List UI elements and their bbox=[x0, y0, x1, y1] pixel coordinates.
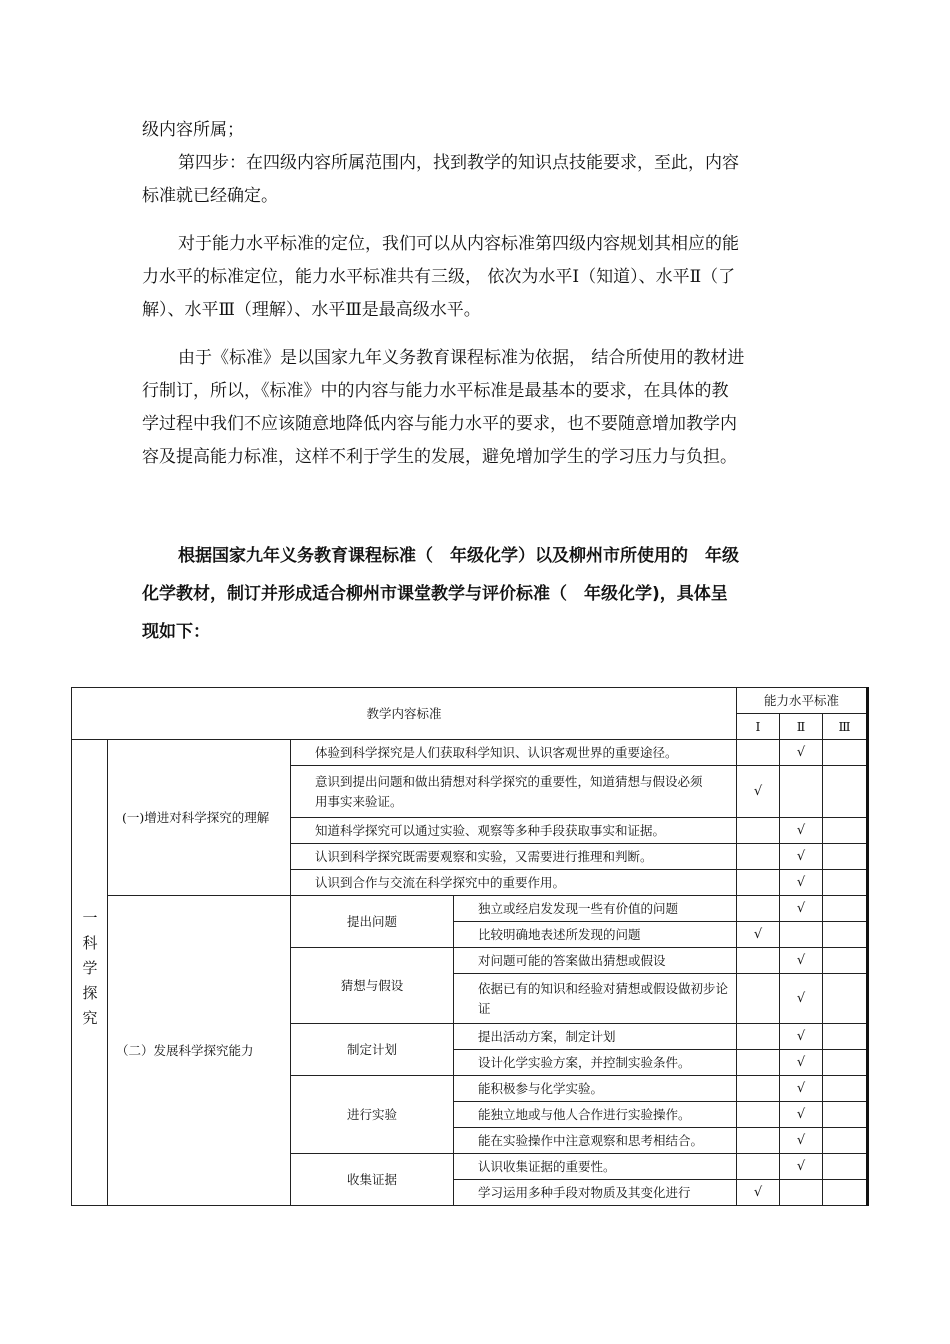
content-item: 体验到科学探究是人们获取科学知识、认识客观世界的重要途径。 bbox=[291, 740, 737, 766]
check-mark: √ bbox=[796, 1106, 806, 1122]
check-mark: √ bbox=[796, 848, 806, 864]
level-3-cell bbox=[823, 1102, 868, 1128]
check-mark: √ bbox=[796, 1080, 806, 1096]
header-level-2: Ⅱ bbox=[780, 714, 823, 740]
text-line: 力水平的标准定位，能力水平标准共有三级， 依次为水平Ⅰ（知道）、水平Ⅱ（了 bbox=[142, 267, 736, 287]
section-cell bbox=[72, 740, 108, 1206]
level-3-cell bbox=[823, 1050, 868, 1076]
level-1-cell bbox=[737, 818, 780, 844]
check-mark: √ bbox=[753, 783, 763, 799]
text-line: 第四步：在四级内容所属范围内，找到教学的知识点技能要求，至此，内容 bbox=[178, 153, 739, 173]
check-mark: √ bbox=[796, 744, 806, 760]
header-ability-standard: 能力水平标准 bbox=[737, 688, 868, 714]
check-mark: √ bbox=[753, 1184, 763, 1200]
level-3-cell bbox=[823, 870, 868, 896]
level-3-cell bbox=[823, 844, 868, 870]
level-2-cell bbox=[780, 1128, 823, 1154]
content-item: 意识到提出问题和做出猜想对科学探究的重要性，知道猜想与假设必须用事实来验证。 bbox=[291, 766, 737, 818]
level-1-cell bbox=[737, 1102, 780, 1128]
level-2-cell bbox=[780, 1076, 823, 1102]
text-line: 行制订，所以，《标准》中的内容与能力水平标准是最基本的要求，在具体的教 bbox=[142, 381, 729, 401]
level-2-cell bbox=[780, 1024, 823, 1050]
intro-line: 根据国家九年义务教育课程标准（ 年级化学）以及柳州市所使用的 年级 bbox=[178, 546, 739, 566]
text-line: 由于《标准》是以国家九年义务教育课程标准为依据， 结合所使用的教材进 bbox=[178, 348, 745, 368]
check-mark: √ bbox=[796, 952, 806, 968]
level-2-cell bbox=[780, 922, 823, 948]
header-level-1: Ⅰ bbox=[737, 714, 780, 740]
level-2-cell bbox=[780, 1180, 823, 1206]
text-line: 对于能力水平标准的定位，我们可以从内容标准第四级内容规划其相应的能 bbox=[178, 234, 739, 254]
level-2-cell bbox=[780, 1102, 823, 1128]
content-item: 设计化学实验方案，并控制实验条件。 bbox=[454, 1050, 737, 1076]
check-mark: √ bbox=[753, 926, 763, 942]
paragraph bbox=[142, 228, 806, 327]
level-2-cell bbox=[780, 1154, 823, 1180]
level-3-cell bbox=[823, 1180, 868, 1206]
check-mark: √ bbox=[796, 874, 806, 890]
intro-line: 化学教材，制订并形成适合柳州市课堂教学与评价标准（ 年级化学)，具体呈 bbox=[142, 584, 728, 604]
intro-line: 现如下： bbox=[142, 622, 210, 642]
check-mark: √ bbox=[796, 990, 806, 1006]
content-item: 独立或经启发发现一些有价值的问题 bbox=[454, 896, 737, 922]
level-3-cell bbox=[823, 1154, 868, 1180]
content-item: 认识到合作与交流在科学探究中的重要作用。 bbox=[291, 870, 737, 896]
text-line: 解）、水平Ⅲ（理解）、水平Ⅲ是最高级水平。 bbox=[142, 300, 481, 320]
level-1-cell bbox=[737, 896, 780, 922]
check-mark: √ bbox=[796, 1028, 806, 1044]
subgroup-label: 猜想与假设 bbox=[291, 948, 454, 1024]
level-1-cell bbox=[737, 1180, 780, 1206]
check-mark: √ bbox=[796, 822, 806, 838]
level-1-cell bbox=[737, 1128, 780, 1154]
group-2-label: （二）发展科学探究能力 bbox=[108, 896, 291, 1206]
level-2-cell bbox=[780, 818, 823, 844]
level-1-cell bbox=[737, 922, 780, 948]
level-3-cell bbox=[823, 740, 868, 766]
level-1-cell bbox=[737, 1076, 780, 1102]
check-mark: √ bbox=[796, 1132, 806, 1148]
section-title: 一科学探究 bbox=[80, 910, 99, 1035]
text-line: 容及提高能力标准，这样不利于学生的发展，避免增加学生的学习压力与负担。 bbox=[142, 447, 737, 467]
group-1-label: (一)增进对科学探究的理解 bbox=[108, 740, 291, 896]
level-1-cell bbox=[737, 740, 780, 766]
paragraph bbox=[142, 342, 806, 474]
content-item: 认识到科学探究既需要观察和实验，又需要进行推理和判断。 bbox=[291, 844, 737, 870]
level-1-cell bbox=[737, 844, 780, 870]
level-2-cell bbox=[780, 1050, 823, 1076]
level-2-cell bbox=[780, 766, 823, 818]
level-2-cell bbox=[780, 896, 823, 922]
level-1-cell bbox=[737, 1050, 780, 1076]
level-3-cell bbox=[823, 818, 868, 844]
header-content-standard: 教学内容标准 bbox=[72, 688, 737, 740]
level-2-cell bbox=[780, 948, 823, 974]
check-mark: √ bbox=[796, 1158, 806, 1174]
content-item: 知道科学探究可以通过实验、观察等多种手段获取事实和证据。 bbox=[291, 818, 737, 844]
content-item: 能独立地或与他人合作进行实验操作。 bbox=[454, 1102, 737, 1128]
subgroup-label: 制定计划 bbox=[291, 1024, 454, 1076]
level-3-cell bbox=[823, 766, 868, 818]
content-item: 比较明确地表述所发现的问题 bbox=[454, 922, 737, 948]
content-item: 依据已有的知识和经验对猜想或假设做初步论证 bbox=[454, 974, 737, 1024]
text-line: 级内容所属； bbox=[142, 120, 244, 140]
level-2-cell bbox=[780, 974, 823, 1024]
text-line: 标准就已经确定。 bbox=[142, 186, 278, 206]
level-1-cell bbox=[737, 766, 780, 818]
level-1-cell bbox=[737, 1154, 780, 1180]
level-3-cell bbox=[823, 948, 868, 974]
level-3-cell bbox=[823, 922, 868, 948]
standards-table bbox=[71, 687, 869, 1206]
check-mark: √ bbox=[796, 1054, 806, 1070]
content-item: 认识收集证据的重要性。 bbox=[454, 1154, 737, 1180]
level-3-cell bbox=[823, 974, 868, 1024]
content-item: 学习运用多种手段对物质及其变化进行 bbox=[454, 1180, 737, 1206]
check-mark: √ bbox=[796, 900, 806, 916]
content-item: 对问题可能的答案做出猜想或假设 bbox=[454, 948, 737, 974]
level-1-cell bbox=[737, 1024, 780, 1050]
subgroup-label: 收集证据 bbox=[291, 1154, 454, 1206]
paragraph bbox=[142, 114, 806, 147]
level-1-cell bbox=[737, 948, 780, 974]
level-2-cell bbox=[780, 844, 823, 870]
header-level-3: Ⅲ bbox=[823, 714, 868, 740]
level-3-cell bbox=[823, 896, 868, 922]
level-1-cell bbox=[737, 974, 780, 1024]
content-item: 提出活动方案，制定计划 bbox=[454, 1024, 737, 1050]
content-item: 能在实验操作中注意观察和思考相结合。 bbox=[454, 1128, 737, 1154]
level-2-cell bbox=[780, 740, 823, 766]
text-line: 学过程中我们不应该随意地降低内容与能力水平的要求，也不要随意增加教学内 bbox=[142, 414, 737, 434]
level-3-cell bbox=[823, 1024, 868, 1050]
paragraph bbox=[142, 147, 806, 213]
subgroup-label: 提出问题 bbox=[291, 896, 454, 948]
level-2-cell bbox=[780, 870, 823, 896]
level-3-cell bbox=[823, 1128, 868, 1154]
level-3-cell bbox=[823, 1076, 868, 1102]
subgroup-label: 进行实验 bbox=[291, 1076, 454, 1154]
content-item: 能积极参与化学实验。 bbox=[454, 1076, 737, 1102]
level-1-cell bbox=[737, 870, 780, 896]
intro-paragraph bbox=[142, 540, 806, 654]
